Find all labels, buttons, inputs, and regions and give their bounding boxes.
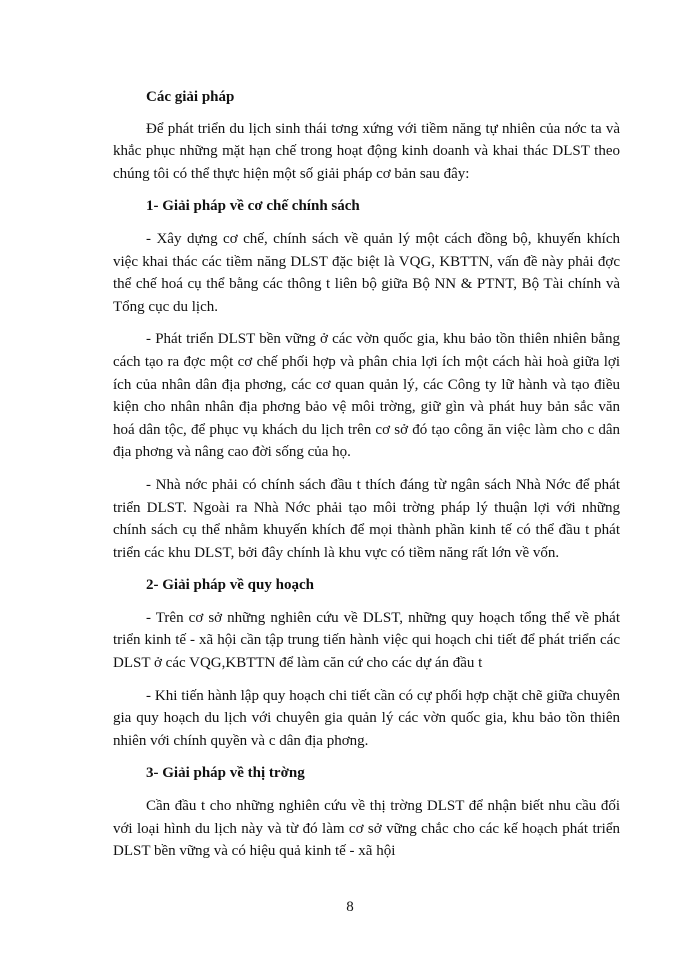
paragraph: - Nhà nớc phải có chính sách đầu t thích đáng từ ngân sách Nhà Nớc để phát triển DLST. Ngoài ra Nhà Nớc phải tạo môi trờng pháp lý thuận lợi với những chính sách cụ thể nhằm khuyến khích để mọi thành phần kinh tế có thể đầu t phát triển các khu DLST, bởi đây chính là khu vực có tiềm năng rất lớn về vốn. bbox=[113, 476, 620, 561]
paragraph: - Khi tiến hành lập quy hoạch chi tiết cần có cự phối hợp chặt chẽ giữa chuyên gia quy hoạch du lịch với chuyên gia quản lý các vờn quốc gia, khu bảo tồn thiên nhiên với chính quyền và c dân địa phơng. bbox=[113, 687, 620, 749]
section-heading-market: 3- Giải pháp về thị trờng bbox=[146, 765, 305, 782]
paragraph: - Xây dựng cơ chế, chính sách về quản lý một cách đồng bộ, khuyến khích việc khai thác các tiềm năng DLST đặc biệt là VQG, KBTTN, vấn đề này phải đợc thể chế hoá cụ thể bằng các thông t liên bộ giữa Bộ NN & PTNT, Bộ Tài chính và Tổng cục du lịch. bbox=[113, 230, 620, 315]
document-body bbox=[113, 86, 620, 873]
section-heading-planning: 2- Giải pháp về quy hoạch bbox=[146, 577, 314, 594]
section-title: Các giải pháp bbox=[146, 89, 235, 105]
section-heading-policy: 1- Giải pháp về cơ chế chính sách bbox=[146, 198, 360, 215]
page-number: 8 bbox=[346, 899, 354, 915]
paragraph: - Phát triển DLST bền vững ở các vờn quốc gia, khu bảo tồn thiên nhiên bằng cách tạo ra đợc một cơ chế phối hợp và phân chia lợi ích một cách hài hoà giữa lợi ích của nhân dân địa phơng, các cơ quan quản lý, các Công ty lữ hành và tạo điều kiện cho nhân nhân địa phơng bảo vệ môi trờng, giữ gìn và phát huy bản sắc văn hoá dân tộc, để phục vụ khách du lịch trên cơ sở đó tạo công ăn việc làm cho c dân địa phơng và nâng cao đời sống của họ. bbox=[113, 331, 620, 461]
paragraph: - Trên cơ sở những nghiên cứu về DLST, những quy hoạch tổng thể về phát triển kinh tế - xã hội cần tập trung tiến hành việc qui hoạch chi tiết để phát triển các DLST ở các VQG,KBTTN để làm căn cứ cho các dự án đầu t bbox=[113, 609, 620, 672]
paragraph: Cần đầu t cho những nghiên cứu về thị trờng DLST để nhận biết nhu cầu đối với loại hình du lịch này và từ đó làm cơ sở vững chắc cho các kế hoạch phát triển DLST bền vững và có hiệu quả kinh tế - xã hội bbox=[113, 798, 620, 860]
intro-paragraph: Để phát triển du lịch sinh thái tơng xứng với tiềm năng tự nhiên của nớc ta và khắc phục những mặt hạn chế trong hoạt động kinh doanh và khai thác DLST theo chúng tôi có thể thực hiện một số giải pháp cơ bản sau đây: bbox=[113, 120, 620, 182]
